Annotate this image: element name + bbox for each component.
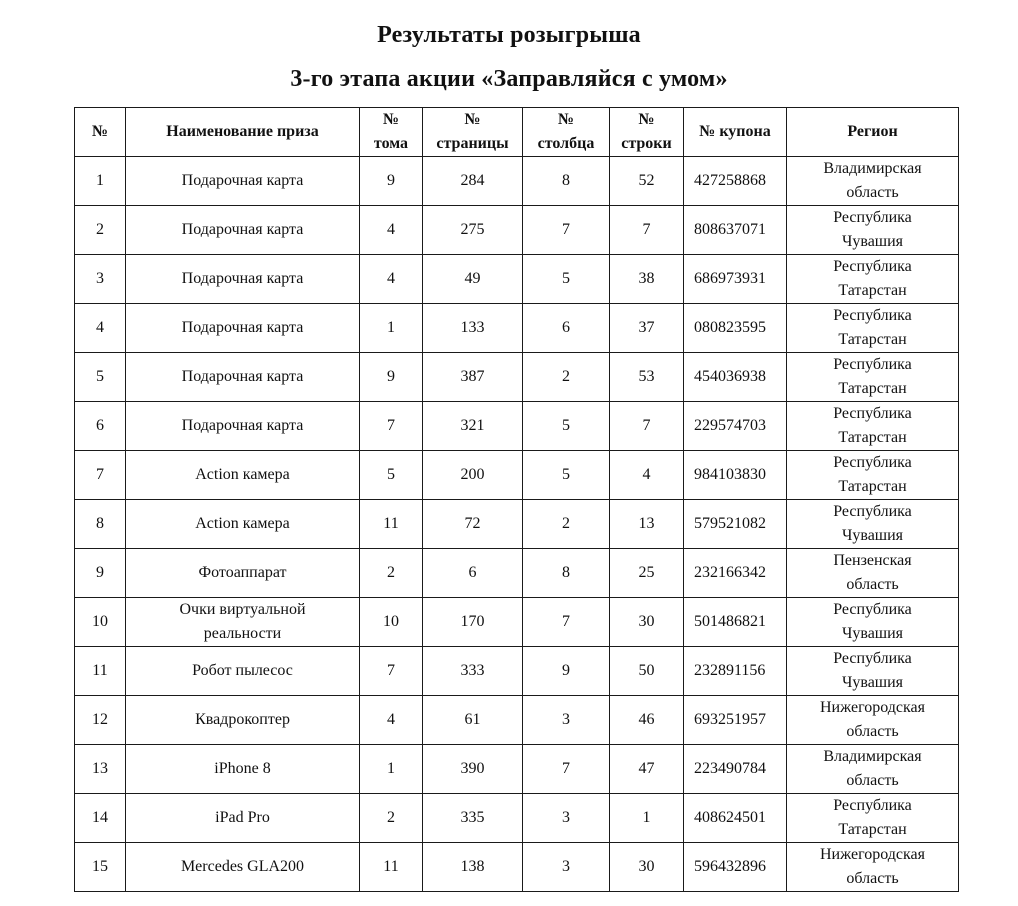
table-row (75, 304, 959, 353)
cell-volume-text: 1 (387, 760, 395, 777)
cell-volume (360, 206, 423, 255)
cell-number (75, 255, 126, 304)
header-page-text: № (464, 111, 481, 128)
cell-prize-name (126, 157, 360, 206)
cell-region (787, 696, 959, 745)
cell-number (75, 157, 126, 206)
cell-line-text: 1 (642, 809, 651, 826)
header-line (610, 108, 684, 157)
cell-number-text: 14 (92, 809, 108, 826)
cell-page-text: 333 (460, 662, 485, 679)
header-prize-name (126, 108, 360, 157)
header-region (787, 108, 959, 157)
cell-prize-name (126, 794, 360, 843)
header-column-text: № (557, 111, 575, 128)
cell-page (423, 843, 523, 892)
cell-prize-name-text: Action камера (195, 466, 290, 483)
cell-prize-name-text: iPhone 8 (214, 760, 271, 777)
cell-page (423, 598, 523, 647)
header-line-text: № (638, 111, 655, 128)
cell-number (75, 304, 126, 353)
cell-page (423, 696, 523, 745)
cell-line-text: 25 (638, 564, 655, 581)
cell-line (610, 451, 684, 500)
cell-coupon (684, 500, 787, 549)
cell-coupon (684, 794, 787, 843)
cell-region-text: Республика (833, 503, 912, 520)
cell-prize-name-text: Подарочная карта (181, 319, 304, 336)
cell-prize-name-text: Подарочная карта (181, 221, 304, 238)
header-volume-text: № (382, 111, 400, 128)
cell-coupon-text: 579521082 (694, 515, 766, 532)
cell-volume-text: 1 (387, 319, 395, 336)
header-page (423, 108, 523, 157)
cell-volume-text: 9 (387, 368, 395, 385)
table-row (75, 549, 959, 598)
cell-coupon-text: 223490784 (694, 760, 766, 777)
cell-volume (360, 304, 423, 353)
cell-volume-text: 11 (383, 858, 399, 875)
cell-line (610, 745, 684, 794)
cell-region (787, 255, 959, 304)
cell-column (523, 451, 610, 500)
cell-coupon-text: 408624501 (694, 809, 766, 826)
cell-region (787, 206, 959, 255)
cell-prize-name (126, 451, 360, 500)
cell-region-text: Нижегородская (820, 846, 925, 863)
cell-number-text: 8 (96, 515, 104, 532)
cell-page-text: 61 (464, 711, 481, 728)
cell-page (423, 206, 523, 255)
cell-column (523, 745, 610, 794)
cell-region (787, 304, 959, 353)
cell-line (610, 402, 684, 451)
cell-prize-name (126, 353, 360, 402)
cell-region-text: Республика (833, 258, 912, 275)
cell-line-text: 7 (642, 221, 651, 238)
cell-volume (360, 255, 423, 304)
cell-page (423, 304, 523, 353)
cell-column (523, 843, 610, 892)
cell-coupon (684, 206, 787, 255)
cell-prize-name (126, 598, 360, 647)
cell-number (75, 206, 126, 255)
cell-coupon-text: 229574703 (694, 417, 766, 434)
cell-column-text: 5 (562, 417, 570, 434)
cell-region (787, 451, 959, 500)
cell-column-text: 6 (562, 319, 570, 336)
header-prize-name-text: Наименование приза (166, 123, 319, 140)
table-row (75, 157, 959, 206)
table-row (75, 794, 959, 843)
cell-prize-name (126, 647, 360, 696)
cell-number (75, 451, 126, 500)
cell-line-text: 37 (638, 319, 655, 336)
cell-region-text-line2: Татарстан (838, 478, 907, 495)
cell-line (610, 255, 684, 304)
cell-volume (360, 696, 423, 745)
cell-region-text: Республика (833, 797, 912, 814)
cell-region-text: Республика (833, 356, 912, 373)
header-column (523, 108, 610, 157)
cell-line (610, 206, 684, 255)
cell-region (787, 647, 959, 696)
cell-page-text: 387 (460, 368, 485, 385)
table-row (75, 255, 959, 304)
cell-coupon (684, 745, 787, 794)
cell-coupon-text: 080823595 (694, 319, 766, 336)
header-region-text: Регион (847, 123, 898, 140)
cell-volume-text: 10 (383, 613, 399, 630)
cell-volume-text: 4 (387, 711, 395, 728)
cell-region (787, 549, 959, 598)
cell-number-text: 1 (96, 172, 104, 189)
cell-column (523, 598, 610, 647)
table-row (75, 696, 959, 745)
cell-line (610, 598, 684, 647)
cell-prize-name (126, 843, 360, 892)
cell-coupon-text: 232891156 (694, 662, 766, 679)
cell-line-text: 30 (638, 613, 655, 630)
cell-region-text: Пензенская (833, 552, 912, 569)
cell-line (610, 647, 684, 696)
cell-coupon-text: 454036938 (694, 368, 766, 385)
cell-volume (360, 402, 423, 451)
cell-region-text-line2: Татарстан (838, 331, 907, 348)
cell-prize-name-text: Mercedes GLA200 (180, 858, 305, 875)
cell-line-text: 50 (638, 662, 655, 679)
cell-coupon (684, 696, 787, 745)
cell-column (523, 353, 610, 402)
table-row (75, 500, 959, 549)
cell-page-text: 335 (460, 809, 485, 826)
cell-region-text-line2: область (846, 723, 899, 740)
cell-column (523, 647, 610, 696)
cell-page-text: 390 (460, 760, 485, 777)
cell-page (423, 157, 523, 206)
cell-column (523, 500, 610, 549)
results-table (74, 107, 959, 892)
cell-coupon (684, 598, 787, 647)
document-subtitle: 3-го этапа акции «Заправляйся с умом» (290, 66, 728, 92)
cell-page (423, 451, 523, 500)
table-row (75, 402, 959, 451)
cell-volume (360, 157, 423, 206)
cell-column (523, 794, 610, 843)
cell-number (75, 549, 126, 598)
cell-region-text-line2: Татарстан (838, 821, 907, 838)
cell-coupon (684, 451, 787, 500)
cell-coupon-text: 984103830 (694, 466, 766, 483)
cell-region (787, 353, 959, 402)
cell-region (787, 157, 959, 206)
document-title: Результаты розыгрыша (377, 22, 641, 48)
cell-region (787, 500, 959, 549)
table-row (75, 647, 959, 696)
cell-volume-text: 11 (383, 515, 399, 532)
cell-coupon-text: 501486821 (694, 613, 766, 630)
cell-volume-text: 7 (387, 662, 395, 679)
cell-page (423, 500, 523, 549)
cell-prize-name (126, 206, 360, 255)
cell-line (610, 843, 684, 892)
cell-region-text-line2: Чувашия (841, 233, 904, 250)
cell-region (787, 745, 959, 794)
cell-volume (360, 794, 423, 843)
header-line-text-line2: строки (621, 135, 672, 152)
cell-page-text: 6 (468, 564, 477, 581)
cell-page-text: 133 (460, 319, 485, 336)
cell-prize-name-text: Подарочная карта (181, 368, 304, 385)
cell-page-text: 49 (464, 270, 481, 287)
cell-volume (360, 549, 423, 598)
header-volume-text-line2: тома (373, 135, 409, 152)
cell-prize-name (126, 500, 360, 549)
cell-volume (360, 451, 423, 500)
cell-page-text: 170 (460, 613, 485, 630)
cell-column-text: 7 (562, 221, 570, 238)
cell-volume-text: 7 (387, 417, 395, 434)
cell-region (787, 402, 959, 451)
cell-region-text-line2: Татарстан (838, 429, 907, 446)
table-row (75, 451, 959, 500)
cell-column-text: 8 (562, 564, 570, 581)
cell-column-text: 3 (562, 711, 570, 728)
header-column-text-line2: столбца (537, 135, 595, 152)
cell-column (523, 206, 610, 255)
cell-line (610, 696, 684, 745)
cell-region-text: Республика (833, 405, 912, 422)
cell-page-text: 138 (460, 858, 485, 875)
cell-line-text: 30 (638, 858, 655, 875)
cell-number (75, 843, 126, 892)
cell-line (610, 794, 684, 843)
cell-region-text-line2: Чувашия (841, 625, 904, 642)
cell-prize-name-text: Подарочная карта (181, 417, 304, 434)
cell-number (75, 745, 126, 794)
cell-region (787, 843, 959, 892)
cell-number-text: 10 (92, 613, 108, 630)
cell-page-text: 275 (460, 221, 485, 238)
cell-page-text: 284 (460, 172, 485, 189)
table-row (75, 353, 959, 402)
cell-prize-name-text: Квадрокоптер (195, 711, 290, 728)
cell-page (423, 647, 523, 696)
cell-line (610, 157, 684, 206)
cell-volume-text: 2 (387, 809, 395, 826)
cell-coupon-text: 427258868 (694, 172, 766, 189)
cell-column (523, 304, 610, 353)
cell-line-text: 52 (638, 172, 655, 189)
cell-column-text: 8 (562, 172, 570, 189)
cell-region-text: Нижегородская (820, 699, 925, 716)
cell-region-text: Республика (833, 307, 912, 324)
cell-volume-text: 9 (387, 172, 395, 189)
cell-prize-name-text: Очки виртуальной (179, 601, 306, 618)
cell-number-text: 12 (92, 711, 108, 728)
cell-prize-name (126, 304, 360, 353)
cell-region-text-line2: Чувашия (841, 527, 904, 544)
cell-number (75, 500, 126, 549)
cell-column-text: 2 (562, 515, 570, 532)
cell-coupon-text: 686973931 (694, 270, 766, 287)
table-header-row (75, 108, 959, 157)
table-row (75, 843, 959, 892)
cell-number (75, 696, 126, 745)
cell-prize-name (126, 696, 360, 745)
cell-column-text: 2 (562, 368, 570, 385)
cell-number-text: 15 (92, 858, 108, 875)
cell-line-text: 7 (642, 417, 651, 434)
table-body (75, 157, 959, 892)
cell-line-text: 4 (642, 466, 651, 483)
cell-prize-name (126, 255, 360, 304)
cell-region-text-line2: область (846, 870, 899, 887)
cell-coupon-text: 232166342 (694, 564, 766, 581)
cell-number-text: 9 (96, 564, 104, 581)
cell-prize-name-text: Фотоаппарат (198, 564, 287, 581)
cell-prize-name-text: iPad Pro (215, 809, 270, 826)
cell-region-text-line2: Татарстан (838, 282, 907, 299)
cell-volume-text: 2 (387, 564, 395, 581)
cell-region-text-line2: область (846, 184, 899, 201)
cell-line-text: 46 (638, 711, 655, 728)
cell-number-text: 2 (96, 221, 104, 238)
cell-line-text: 53 (638, 368, 655, 385)
cell-region (787, 598, 959, 647)
cell-number-text: 5 (96, 368, 104, 385)
header-coupon-text: № купона (699, 123, 771, 140)
cell-coupon-text: 808637071 (694, 221, 766, 238)
cell-region-text: Владимирская (823, 160, 922, 177)
cell-coupon (684, 255, 787, 304)
cell-coupon (684, 647, 787, 696)
cell-region-text-line2: область (846, 772, 899, 789)
cell-number (75, 647, 126, 696)
cell-column (523, 157, 610, 206)
cell-region-text: Республика (833, 209, 912, 226)
cell-volume (360, 500, 423, 549)
cell-prize-name (126, 745, 360, 794)
cell-prize-name (126, 549, 360, 598)
cell-prize-name (126, 402, 360, 451)
cell-column-text: 3 (562, 858, 570, 875)
header-volume (360, 108, 423, 157)
table-row (75, 745, 959, 794)
cell-prize-name-text: Робот пылесос (192, 662, 293, 679)
cell-region-text: Республика (833, 650, 912, 667)
cell-coupon (684, 402, 787, 451)
cell-volume (360, 745, 423, 794)
cell-page (423, 549, 523, 598)
header-number-text: № (91, 123, 109, 140)
cell-column (523, 549, 610, 598)
cell-line (610, 500, 684, 549)
cell-region-text-line2: область (846, 576, 899, 593)
cell-region (787, 794, 959, 843)
cell-column (523, 696, 610, 745)
cell-number (75, 598, 126, 647)
cell-page-text: 72 (464, 515, 481, 532)
cell-column-text: 7 (562, 613, 570, 630)
cell-page (423, 402, 523, 451)
cell-volume-text: 5 (387, 466, 395, 483)
cell-number-text: 4 (96, 319, 104, 336)
cell-line-text: 13 (638, 515, 655, 532)
table-row (75, 598, 959, 647)
cell-coupon (684, 549, 787, 598)
cell-volume (360, 843, 423, 892)
cell-coupon-text: 693251957 (694, 711, 766, 728)
cell-coupon (684, 157, 787, 206)
cell-region-text: Владимирская (823, 748, 922, 765)
cell-page-text: 321 (460, 417, 485, 434)
cell-line (610, 304, 684, 353)
cell-column-text: 9 (562, 662, 570, 679)
cell-prize-name-text: Action камера (195, 515, 290, 532)
cell-coupon (684, 353, 787, 402)
cell-prize-name-text-line2: реальности (203, 625, 282, 642)
cell-number (75, 353, 126, 402)
table-row (75, 206, 959, 255)
cell-number-text: 6 (96, 417, 104, 434)
cell-column-text: 7 (562, 760, 570, 777)
cell-page (423, 255, 523, 304)
cell-volume-text: 4 (387, 270, 395, 287)
cell-line (610, 353, 684, 402)
cell-coupon (684, 304, 787, 353)
cell-page (423, 745, 523, 794)
cell-page (423, 353, 523, 402)
cell-number-text: 3 (96, 270, 104, 287)
cell-number-text: 7 (96, 466, 104, 483)
cell-volume (360, 353, 423, 402)
cell-number-text: 13 (92, 760, 108, 777)
cell-volume (360, 598, 423, 647)
cell-coupon (684, 843, 787, 892)
cell-column-text: 3 (562, 809, 570, 826)
cell-prize-name-text: Подарочная карта (181, 270, 304, 287)
header-page-text-line2: страницы (436, 135, 509, 152)
cell-prize-name-text: Подарочная карта (181, 172, 304, 189)
cell-region-text: Республика (833, 454, 912, 471)
cell-column-text: 5 (562, 466, 570, 483)
cell-page-text: 200 (460, 466, 485, 483)
cell-number (75, 794, 126, 843)
cell-volume (360, 647, 423, 696)
cell-number (75, 402, 126, 451)
cell-region-text: Республика (833, 601, 912, 618)
cell-region-text-line2: Татарстан (838, 380, 907, 397)
header-number (75, 108, 126, 157)
cell-page (423, 794, 523, 843)
cell-column-text: 5 (562, 270, 570, 287)
cell-column (523, 255, 610, 304)
cell-region-text-line2: Чувашия (841, 674, 904, 691)
cell-line-text: 38 (638, 270, 655, 287)
cell-line (610, 549, 684, 598)
cell-volume-text: 4 (387, 221, 395, 238)
cell-coupon-text: 596432896 (694, 858, 766, 875)
cell-column (523, 402, 610, 451)
header-coupon (684, 108, 787, 157)
cell-line-text: 47 (638, 760, 655, 777)
cell-number-text: 11 (92, 662, 108, 679)
